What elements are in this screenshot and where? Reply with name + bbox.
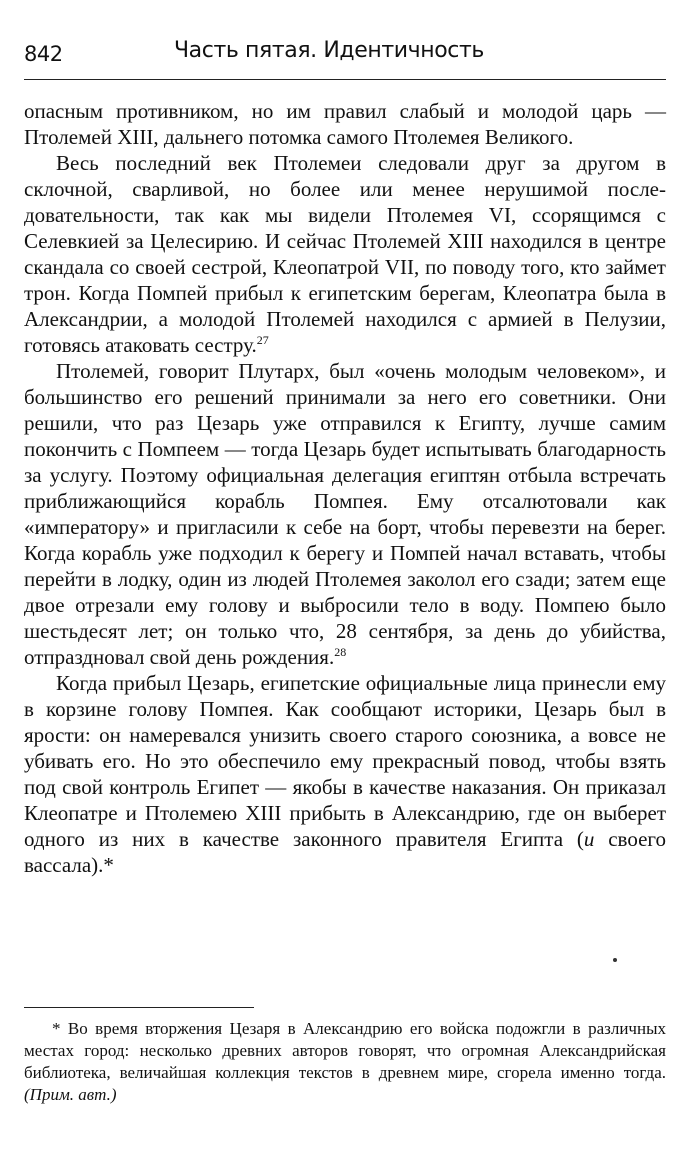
paragraph-4-text-end: своего вассала).* bbox=[24, 827, 666, 877]
header-rule bbox=[24, 79, 666, 80]
section-title: Часть пятая. Идентичность bbox=[174, 38, 484, 63]
paragraph-3-text: Птолемей, говорит Плутарх, был «очень молодым человеком», и большинство его решений принимали за него его советники. Они решили, что раз Цезарь уже отправился к Египту, лучше самим покончить с Помпеем — тогда Цезарь будет испытывать благодарность за услугу. Поэтому официальная делегация египтян отбыла встречать приближающийся корабль Помпея. Ему отсалютовали как «императору» и пригласили к себе на борт, чтобы перевезти на берег. Когда корабль уже подходил к берегу и Помпей начал вставать, чтобы перейти в лодку, один из людей Птолемея заколол его сзади; затем еще двое отрезали ему голову и выбросили тело в воду. Помпею было шестьдесят лет; он только что, 28 сентября, за день до убийства, отпраздновал свой день рождения. bbox=[24, 359, 666, 669]
footnote-text: * Во время вторжения Цезаря в Александрию его войска подожгли в различных местах город: несколько древних авторов говорят, что огромная Александрийская библиотека, величайшая коллекция текстов в древнем мире, сгорела именно тогда. bbox=[24, 1019, 666, 1082]
paragraph-4-text: Когда прибыл Цезарь, египетские официальные лица принесли ему в корзине голову Помпея. Как сообщают историки, Цезарь был в ярости: он намеревался унизить своего старого союзника, а вовсе не убивать его. Но это обеспечило ему прекрасный повод, чтобы взять под свой контроль Египет — якобы в качестве наказания. Он приказал Клеопатре и Птолемею XIII прибыть в Александрию, где он выберет одного из них в качестве законного правителя Египта ( bbox=[24, 671, 666, 851]
running-head bbox=[24, 36, 666, 80]
footnote bbox=[24, 1018, 666, 1106]
paragraph-4 bbox=[24, 670, 666, 878]
paragraph-1-text: опасным противником, но им правил слабый и молодой царь — Птолемей XIII, дальнего потомка самого Птолемея Великого. bbox=[24, 99, 666, 149]
paragraph-3 bbox=[24, 358, 666, 670]
endnote-ref-27: 27 bbox=[256, 333, 269, 347]
body-text bbox=[24, 98, 666, 878]
paragraph-2 bbox=[24, 150, 666, 358]
footnote-rule bbox=[24, 1007, 254, 1008]
footnote-author-note: (Прим. авт.) bbox=[24, 1085, 117, 1104]
paragraph-1 bbox=[24, 98, 666, 150]
stray-dot bbox=[613, 958, 617, 962]
page-number: 842 bbox=[24, 42, 63, 66]
endnote-ref-28: 28 bbox=[334, 645, 347, 659]
paragraph-2-text: Весь последний век Птолемеи следовали друг за другом в склочной, сварливой, но более или менее нерушимой последовательности, так как мы видели Птолемея VI, ссорящимся с Селевкией за Целесирию. И сейчас Птолемей XIII находился в центре скандала со своей сестрой, Клеопатрой VII, по поводу того, кто займет трон. Когда Помпей прибыл к египетским берегам, Клеопатра была в Александрии, а молодой Птолемей находился с армией в Пелузии, готовясь атаковать сестру. bbox=[24, 151, 666, 357]
paragraph-4-italic: и bbox=[583, 827, 595, 851]
